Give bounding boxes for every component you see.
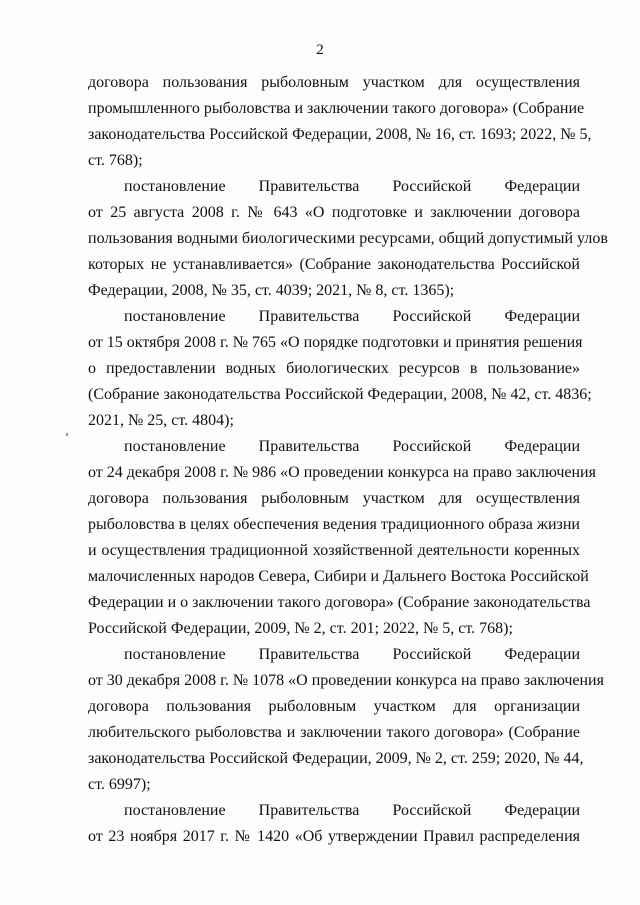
text-line: от 25 августа 2008 г. № 643 «О подготовке и заключении договора [88,204,580,221]
text-line: Российской Федерации, 2009, № 2, ст. 201; 2022, № 5, ст. 768); [88,620,513,637]
text-line: Федерации, 2008, № 35, ст. 4039; 2021, № 8, ст. 1365); [88,282,455,299]
text-line: договора пользования рыболовным участком для организации [88,698,580,715]
text-line: постановление Правительства Российской Федерации [124,178,580,195]
text-line: о предоставлении водных биологических ресурсов в пользование» [88,360,580,377]
text-line: 2021, № 25, ст. 4804); [88,412,234,429]
text-line: законодательства Российской Федерации, 2009, № 2, ст. 259; 2020, № 44, [88,750,584,767]
text-line: малочисленных народов Севера, Сибири и Дальнего Востока Российской [88,568,589,585]
text-line: пользования водными биологическими ресурсами, общий допустимый улов [88,230,608,247]
text-line: законодательства Российской Федерации, 2008, № 16, ст. 1693; 2022, № 5, [88,126,592,143]
text-line: которых не устанавливается» (Собрание законодательства Российской [88,256,580,273]
text-line: Федерации и о заключении такого договора» (Собрание законодательства [88,594,591,611]
text-line: от 30 декабря 2008 г. № 1078 «О проведении конкурса на право заключения [88,672,604,689]
document-body [88,70,608,850]
text-line: рыболовства в целях обеспечения ведения традиционного образа жизни [88,516,580,533]
text-line: от 24 декабря 2008 г. № 986 «О проведении конкурса на право заключения [88,464,596,481]
text-line: договора пользования рыболовным участком для осуществления [88,490,580,507]
scan-speck [66,433,68,436]
text-line: и осуществления традиционной хозяйственной деятельности коренных [88,542,580,559]
text-line: постановление Правительства Российской Федерации [124,438,580,455]
text-line: постановление Правительства Российской Федерации [124,646,580,663]
page-number: 2 [316,42,324,58]
text-line: постановление Правительства Российской Федерации [124,308,580,325]
text-line: договора пользования рыболовным участком для осуществления [88,74,580,91]
text-line: промышленного рыболовства и заключении такого договора» (Собрание [88,100,585,117]
paragraph-6 [88,798,580,850]
paragraph-2 [88,174,608,304]
text-line: ст. 768); [88,152,143,169]
paragraph-4 [88,434,596,642]
text-line: (Собрание законодательства Российской Федерации, 2008, № 42, ст. 4836; [88,386,592,403]
text-line: от 23 ноября 2017 г. № 1420 «Об утверждении Правил распределения [88,828,580,845]
text-line: постановление Правительства Российской Федерации [124,802,580,819]
text-line: любительского рыболовства и заключении такого договора» (Собрание [88,724,580,741]
text-line: от 15 октября 2008 г. № 765 «О порядке подготовки и принятия решения [88,334,583,351]
text-line: ст. 6997); [88,776,151,793]
paragraph-5 [88,642,604,798]
paragraph-3 [88,304,592,434]
paragraph-1 [88,70,592,174]
